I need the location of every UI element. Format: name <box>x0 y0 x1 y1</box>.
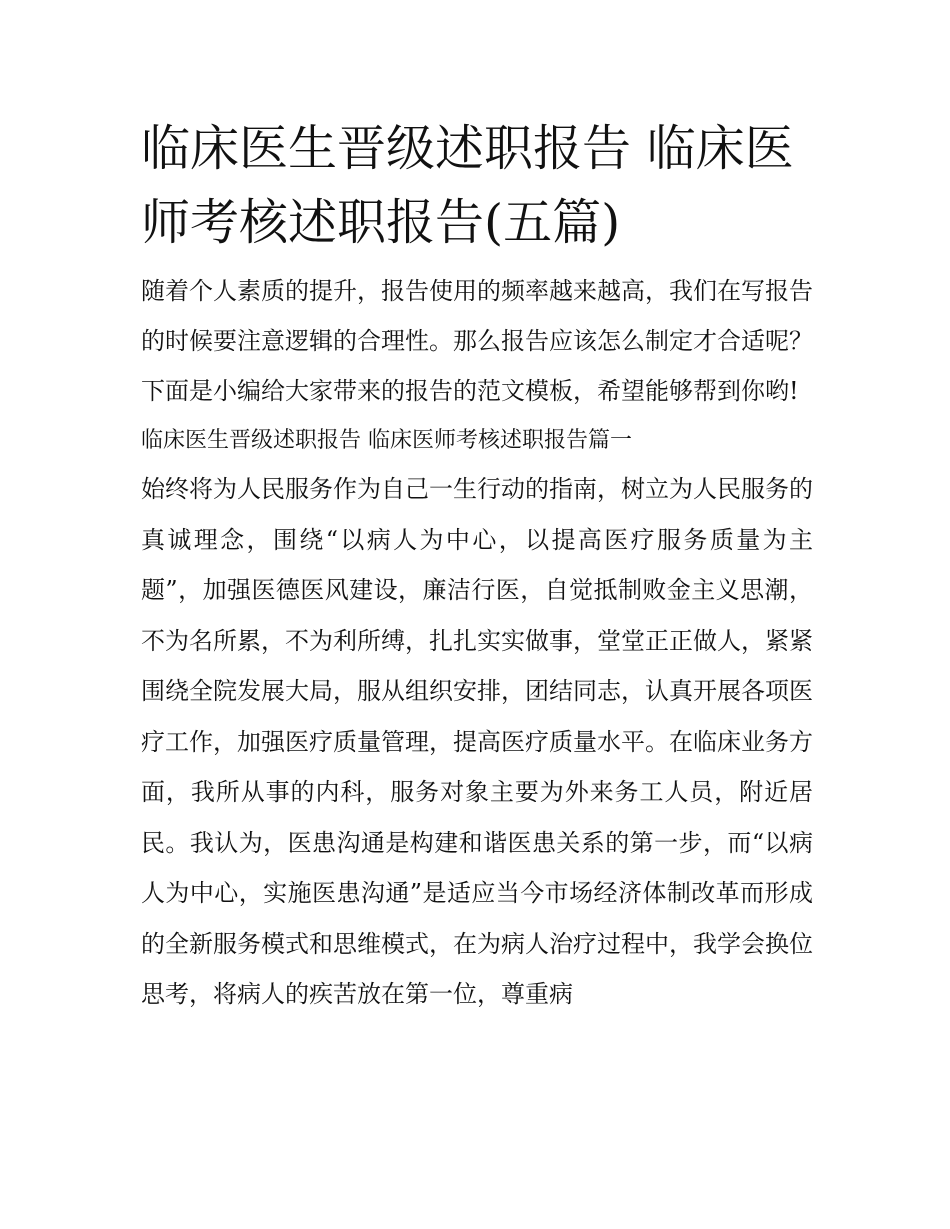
document-title: 临床医生晋级述职报告 临床医师考核述职报告(五篇) <box>141 120 794 251</box>
section-heading: 临床医生晋级述职报告 临床医师考核述职报告篇一 <box>141 428 632 453</box>
body-paragraph: 始终将为人民服务作为自己一生行动的指南，树立为人民服务的真诚理念，围绕“以病人为中心，以提高医疗服务质量为主题”，加强医德医风建设，廉洁行医，自觉抵制败金主义思潮，不为名所累，不为利所缚，扎扎实实做事，堂堂正正做人，紧紧围绕全院发展大局，服从组织安排，团结同志，认真开展各项医疗工作，加强医疗质量管理，提高医疗质量水平。在临床业务方面，我所从事的内科，服务对象主要为外来务工人员，附近居民。我认为，医患沟通是构建和谐医患关系的第一步，而“以病人为中心，实施医患沟通”是适应当今市场经济体制改革而形成的全新服务模式和思维模式，在为病人治疗过程中，我学会换位思考，将病人的疾苦放在第一位，尊重病 <box>141 475 813 1008</box>
document-content <box>141 112 813 1020</box>
intro-paragraph: 随着个人素质的提升，报告使用的频率越来越高，我们在写报告的时候要注意逻辑的合理性。那么报告应该怎么制定才合适呢？下面是小编给大家带来的报告的范文模板，希望能够帮到你哟! <box>141 277 813 405</box>
